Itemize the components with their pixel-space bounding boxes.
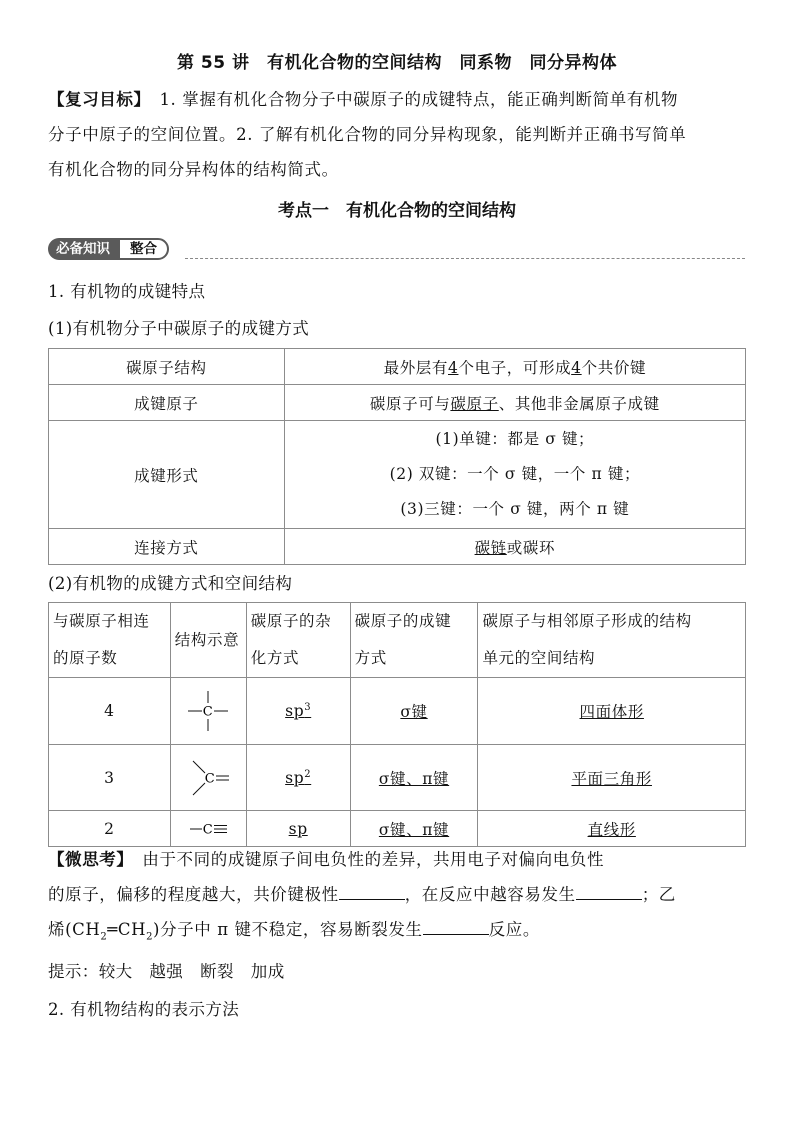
heading-representation: 2. 有机物结构的表示方法: [48, 1000, 240, 1019]
hint-label: 提示：: [48, 962, 99, 981]
review-text-line3: 有机化合物的同分异构体的结构简式。: [48, 160, 339, 179]
cell-text: 个共价键: [581, 358, 647, 377]
badge-left: 必备知识: [48, 238, 120, 260]
heading-bonding-features: 1. 有机物的成键特点: [48, 282, 206, 301]
badge-divider: [185, 258, 745, 259]
table-cell-label: 连接方式: [49, 529, 285, 565]
review-objectives: [48, 82, 748, 187]
cell-structure: [170, 745, 246, 811]
answer-blank[interactable]: [339, 885, 405, 900]
cell-count: 4: [49, 678, 171, 745]
cell-count: 3: [49, 745, 171, 811]
cell-answer: 4: [448, 358, 459, 377]
svg-text:C: C: [202, 704, 214, 720]
table-row: [49, 678, 746, 745]
review-label: 【复习目标】: [48, 90, 143, 109]
table-row: [49, 349, 746, 385]
section-heading: 考点一 有机化合物的空间结构: [278, 201, 516, 221]
table-row: [49, 529, 746, 565]
header-structure: 结构示意: [170, 603, 246, 678]
bonding-table: [48, 348, 746, 565]
table-cell-value: [284, 385, 745, 421]
answer-blank[interactable]: [576, 885, 642, 900]
think-line3: 烯$(CH_2═CH_2)$分子中 π 键不稳定，容易断裂发生 反应。: [48, 920, 540, 943]
cell-bond: σ键、π键: [350, 811, 478, 847]
review-text-line2: 分子中原子的空间位置。2. 了解有机化合物的同分异构现象，能判断并正确书写简单: [48, 125, 687, 144]
hint-line: [48, 958, 285, 982]
section-badge: [48, 238, 169, 260]
table-row: [49, 385, 746, 421]
cell-geometry: 平面三角形: [478, 745, 746, 811]
subheading-bonding-mode: (1)有机物分子中碳原子的成键方式: [48, 319, 310, 338]
bond-triple: (3)三键：一个 σ 键，两个 π 键: [400, 500, 630, 518]
think-line1: 由于不同的成键原子间电负性的差异，共用电子对偏向电负性: [125, 850, 605, 869]
cell-text: 个电子，可形成: [458, 358, 572, 377]
cell-bond: σ键: [350, 678, 478, 745]
table-cell-value: [284, 529, 745, 565]
table-row: [49, 421, 746, 529]
bond-single: (1)单键：都是 σ 键；: [435, 430, 595, 448]
structure-table: [48, 602, 746, 847]
table-cell-label: 碳原子结构: [49, 349, 285, 385]
linear-carbon-icon: [183, 819, 233, 839]
think-label: 【微思考】: [48, 850, 126, 869]
table-row: [49, 745, 746, 811]
header-hybridization: 碳原子的杂 化方式: [246, 603, 350, 678]
cell-count: 2: [49, 811, 171, 847]
cell-text: 最外层有: [383, 358, 448, 377]
cell-answer: 碳链: [474, 538, 507, 557]
cell-bond: σ键、π键: [350, 745, 478, 811]
cell-text: 或碳环: [506, 538, 556, 557]
page-title: 第 55 讲 有机化合物的空间结构 同系物 同分异构体: [177, 53, 617, 73]
badge-right: 整合: [118, 238, 169, 260]
subheading-spatial-structure: (2)有机物的成键方式和空间结构: [48, 574, 293, 593]
think-line2: 的原子，偏移的程度越大，共价键极性 ，在反应中越容易发生 ；乙: [48, 885, 676, 904]
review-text-line1: 1. 掌握有机化合物分子中碳原子的成键特点，能正确判断简单有机物: [142, 90, 679, 109]
header-atom-count: 与碳原子相连 的原子数: [49, 603, 171, 678]
cell-hybridization: $sp^3$: [246, 678, 350, 745]
table-cell-value: [284, 349, 745, 385]
cell-hybridization: $sp^2$: [246, 745, 350, 811]
svg-text:C: C: [202, 822, 214, 837]
cell-text: 碳原子可与: [369, 394, 451, 413]
cell-geometry: 四面体形: [478, 678, 746, 745]
think-section: [48, 842, 748, 954]
table-cell-label: 成键原子: [49, 385, 285, 421]
cell-answer: 4: [571, 358, 582, 377]
header-geometry: 碳原子与相邻原子形成的结构 单元的空间结构: [478, 603, 746, 678]
svg-text:C: C: [204, 771, 216, 786]
answer-blank[interactable]: [423, 920, 489, 935]
table-cell-value: [284, 421, 745, 529]
cell-geometry: 直线形: [478, 811, 746, 847]
hint-answers: 较大 越强 断裂 加成: [98, 962, 285, 981]
cell-text: 、其他非金属原子成键: [498, 394, 660, 413]
table-cell-label: 成键形式: [49, 421, 285, 529]
cell-answer: 碳原子: [450, 394, 499, 413]
table-header-row: [49, 603, 746, 678]
bond-double: (2) 双键：一个 σ 键，一个 π 键；: [389, 465, 641, 483]
cell-hybridization: sp: [246, 811, 350, 847]
trigonal-carbon-icon: [183, 755, 233, 801]
header-bond-type: 碳原子的成键 方式: [350, 603, 478, 678]
tetrahedral-carbon-icon: [183, 688, 233, 734]
cell-structure: [170, 678, 246, 745]
